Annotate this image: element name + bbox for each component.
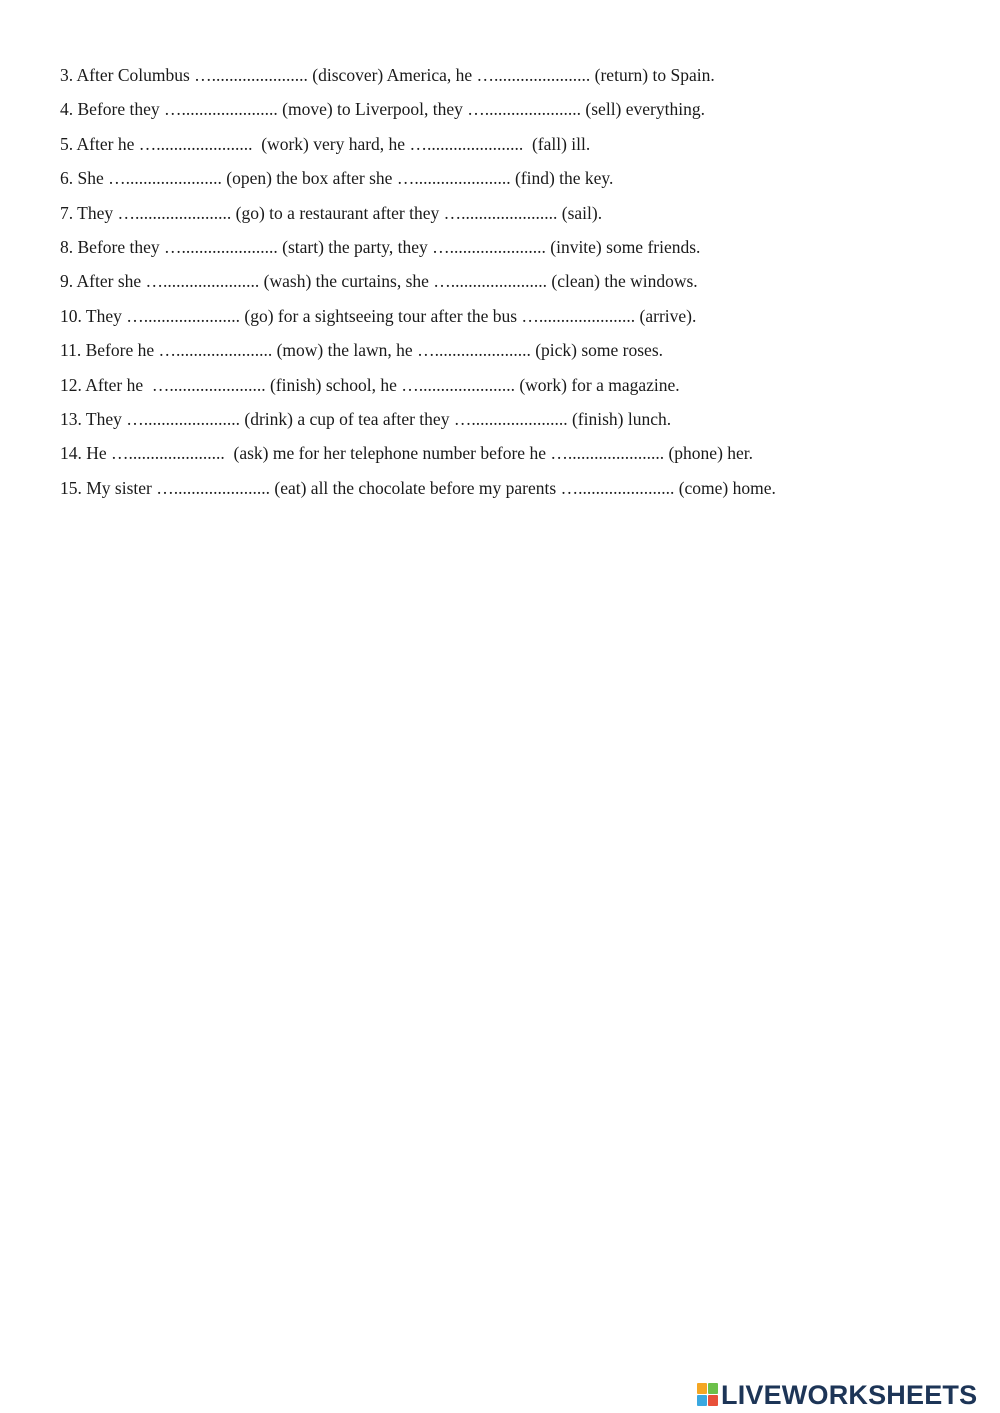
sentence-text: (go) for a sightseeing tour after the bus bbox=[240, 305, 522, 326]
sentence-text: 5. After he bbox=[60, 133, 139, 154]
sentence-row bbox=[60, 333, 960, 367]
answer-blank[interactable]: …...................... bbox=[145, 271, 260, 292]
answer-blank[interactable]: …...................... bbox=[164, 236, 278, 257]
answer-blank[interactable]: …...................... bbox=[432, 236, 546, 257]
answer-blank[interactable]: …...................... bbox=[111, 443, 225, 464]
sentence-row bbox=[60, 264, 960, 298]
answer-blank[interactable]: …...................... bbox=[521, 305, 636, 326]
answer-blank[interactable]: …...................... bbox=[138, 133, 253, 154]
logo-mark-square bbox=[697, 1383, 707, 1394]
sentence-text: (ask) me for her telephone number before he bbox=[224, 443, 551, 464]
sentence-row bbox=[60, 368, 960, 402]
sentence-row bbox=[60, 92, 960, 126]
answer-blank[interactable]: …...................... bbox=[126, 305, 241, 326]
logo-mark-square bbox=[708, 1383, 718, 1394]
sentence-text: (sail). bbox=[557, 202, 603, 223]
answer-blank[interactable]: …...................... bbox=[550, 443, 665, 464]
sentence-text: 12. After he bbox=[60, 374, 152, 395]
sentence-text: (go) to a restaurant after they bbox=[231, 202, 444, 223]
sentence-text: (sell) everything. bbox=[581, 99, 705, 120]
sentence-text: 11. Before he bbox=[60, 340, 159, 361]
sentence-text: 6. She bbox=[60, 168, 109, 189]
sentence-text: (find) the key. bbox=[510, 168, 614, 189]
answer-blank[interactable]: …...................... bbox=[433, 271, 548, 292]
sentence-text: 13. They bbox=[60, 408, 127, 429]
answer-blank[interactable]: …...................... bbox=[126, 408, 241, 429]
sentence-row bbox=[60, 161, 960, 195]
sentence-text: (start) the party, they bbox=[277, 236, 433, 257]
sentence-text: (wash) the curtains, she bbox=[259, 271, 434, 292]
answer-blank[interactable]: …...................... bbox=[108, 168, 222, 189]
answer-blank[interactable]: …...................... bbox=[417, 340, 531, 361]
sentence-text: (arrive). bbox=[635, 305, 697, 326]
sentence-text: (come) home. bbox=[674, 477, 776, 498]
sentence-text: (eat) all the chocolate before my parents bbox=[270, 477, 561, 498]
sentence-row bbox=[60, 402, 960, 436]
sentence-text: 14. He bbox=[60, 443, 112, 464]
sentence-text: (return) to Spain. bbox=[590, 65, 715, 85]
sentence-text: 7. They bbox=[60, 202, 118, 223]
sentence-text: 10. They bbox=[60, 305, 127, 326]
sentence-text: 9. After she bbox=[60, 271, 146, 292]
answer-blank[interactable]: …...................... bbox=[158, 340, 273, 361]
answer-blank[interactable]: …...................... bbox=[156, 477, 270, 498]
sentence-text: (pick) some roses. bbox=[530, 340, 664, 361]
sentence-row bbox=[60, 230, 960, 264]
answer-blank[interactable]: …...................... bbox=[117, 202, 232, 223]
answer-blank[interactable]: …...................... bbox=[396, 168, 511, 189]
logo-text: LIVEWORKSHEETS bbox=[721, 1379, 978, 1410]
liveworksheets-logo bbox=[697, 1378, 977, 1412]
sentence-row bbox=[60, 196, 960, 230]
sentence-text: (mow) the lawn, he bbox=[272, 340, 418, 361]
answer-blank[interactable]: …...................... bbox=[467, 99, 582, 120]
sentence-text: (drink) a cup of tea after they bbox=[240, 408, 454, 429]
sentence-text: 15. My sister bbox=[60, 477, 157, 498]
answer-blank[interactable]: …...................... bbox=[194, 65, 308, 85]
logo-mark-icon bbox=[697, 1383, 719, 1407]
answer-blank[interactable]: …...................... bbox=[476, 65, 591, 85]
sentence-text: (open) the box after she bbox=[221, 168, 397, 189]
exercise-sentences bbox=[60, 58, 960, 505]
sentence-row bbox=[60, 299, 960, 333]
sentence-text: 4. Before they bbox=[60, 99, 164, 120]
sentence-text: (move) to Liverpool, they bbox=[277, 99, 468, 120]
sentence-text: (work) very hard, he bbox=[252, 133, 410, 154]
answer-blank[interactable]: …...................... bbox=[560, 477, 675, 498]
sentence-text: (clean) the windows. bbox=[547, 271, 698, 292]
sentence-text: (fall) ill. bbox=[523, 133, 591, 154]
sentence-text: (work) for a magazine. bbox=[514, 374, 680, 395]
sentence-text: (finish) lunch. bbox=[567, 408, 672, 429]
sentence-row bbox=[60, 436, 960, 470]
answer-blank[interactable]: …...................... bbox=[401, 374, 515, 395]
answer-blank[interactable]: …...................... bbox=[409, 133, 524, 154]
answer-blank[interactable]: …...................... bbox=[443, 202, 558, 223]
answer-blank[interactable]: …...................... bbox=[151, 374, 266, 395]
sentence-row bbox=[60, 127, 960, 161]
sentence-text: (finish) school, he bbox=[265, 374, 402, 395]
sentence-text: 3. After Columbus bbox=[60, 65, 195, 85]
logo-mark-square bbox=[708, 1395, 718, 1406]
sentence-text: (invite) some friends. bbox=[545, 236, 701, 257]
sentence-text: (phone) her. bbox=[664, 443, 754, 464]
sentence-text: 8. Before they bbox=[60, 236, 164, 257]
sentence-row bbox=[60, 58, 960, 92]
sentence-row bbox=[60, 471, 960, 505]
logo-mark-square bbox=[697, 1395, 707, 1406]
answer-blank[interactable]: …...................... bbox=[164, 99, 278, 120]
answer-blank[interactable]: …...................... bbox=[453, 408, 568, 429]
sentence-text: (discover) America, he bbox=[307, 65, 477, 85]
